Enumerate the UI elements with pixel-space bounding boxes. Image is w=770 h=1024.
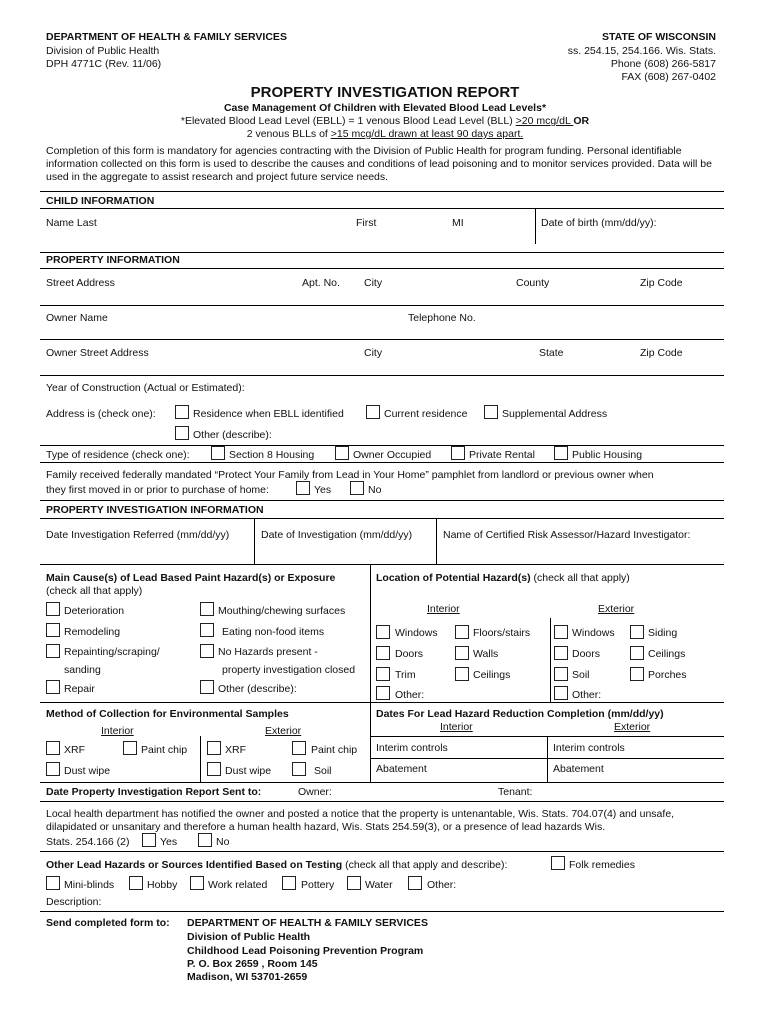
current-residence-label: Current residence	[384, 408, 468, 420]
state-name: STATE OF WISCONSIN	[602, 31, 716, 43]
notice-yes-label: Yes	[160, 836, 178, 848]
fax: FAX (608) 267-0402	[621, 71, 716, 83]
ext-ceilings-label: Ceilings	[648, 648, 686, 660]
other-describe-checkbox[interactable]	[175, 426, 189, 440]
int-doors-checkbox[interactable]	[376, 646, 390, 660]
supplemental-checkbox[interactable]	[484, 405, 498, 419]
ext-other-checkbox[interactable]	[554, 686, 568, 700]
supplemental-label: Supplemental Address	[502, 408, 608, 420]
telephone[interactable]: Telephone No.	[408, 312, 476, 324]
type-residence-label: Type of residence (check one):	[46, 449, 190, 461]
location-exterior: Exterior	[598, 603, 635, 615]
int-trim-label: Trim	[395, 669, 416, 681]
ext-doors-label: Doors	[572, 648, 601, 660]
mouthing-label: Mouthing/chewing surfaces	[218, 605, 346, 617]
water-checkbox[interactable]	[347, 876, 361, 890]
siding-label: Siding	[648, 627, 678, 639]
miniblinds-checkbox[interactable]	[46, 876, 60, 890]
remodeling-label: Remodeling	[64, 626, 121, 638]
pamphlet-yes-label: Yes	[314, 484, 332, 496]
int-floors-label: Floors/stairs	[473, 627, 531, 639]
int-dust-wipe-checkbox[interactable]	[46, 762, 60, 776]
remodeling-checkbox[interactable]	[46, 623, 60, 637]
method-interior: Interior	[101, 725, 134, 737]
miniblinds-label: Mini-blinds	[64, 879, 115, 891]
ext-paint-chip-label: Paint chip	[311, 744, 358, 756]
section8-checkbox[interactable]	[211, 446, 225, 460]
apt-no[interactable]: Apt. No.	[302, 277, 340, 289]
property-heading: PROPERTY INFORMATION	[46, 254, 180, 266]
siding-checkbox[interactable]	[630, 625, 644, 639]
folk-remedies-checkbox[interactable]	[551, 856, 565, 870]
int-other-label: Other:	[395, 689, 425, 701]
dates-exterior: Exterior	[614, 721, 651, 733]
child-dob[interactable]: Date of birth (mm/dd/yy):	[541, 217, 657, 229]
deterioration-checkbox[interactable]	[46, 602, 60, 616]
causes-heading: Main Cause(s) of Lead Based Paint Hazard(s) or Exposure	[46, 572, 336, 584]
owner-occupied-checkbox[interactable]	[335, 446, 349, 460]
int-walls-checkbox[interactable]	[455, 646, 469, 660]
int-walls-label: Walls	[473, 648, 499, 660]
owner-zip[interactable]: Zip Code	[640, 347, 683, 359]
causes-other-checkbox[interactable]	[200, 680, 214, 694]
public-housing-checkbox[interactable]	[554, 446, 568, 460]
ext-interim-controls[interactable]: Interim controls	[553, 742, 625, 754]
sent-owner[interactable]: Owner:	[298, 786, 332, 798]
folk-remedies-label: Folk remedies	[569, 859, 635, 871]
child-mi[interactable]: MI	[452, 217, 464, 229]
page-title: PROPERTY INVESTIGATION REPORT	[250, 84, 520, 101]
dept-name: DEPARTMENT OF HEALTH & FAMILY SERVICES	[46, 31, 287, 43]
ext-doors-checkbox[interactable]	[554, 646, 568, 660]
send-line-3: Childhood Lead Poisoning Prevention Program	[187, 945, 424, 957]
report-sent-label: Date Property Investigation Report Sent to:	[46, 786, 262, 798]
ext-dust-wipe-label: Dust wipe	[225, 765, 272, 777]
owner-city[interactable]: City	[364, 347, 383, 359]
water-label: Water	[365, 879, 393, 891]
ext-windows-label: Windows	[572, 627, 615, 639]
int-interim-controls[interactable]: Interim controls	[376, 742, 448, 754]
date-investigation[interactable]: Date of Investigation (mm/dd/yy)	[261, 529, 413, 541]
other-hazard-checkbox[interactable]	[408, 876, 422, 890]
investigation-heading: PROPERTY INVESTIGATION INFORMATION	[46, 504, 264, 516]
location-interior: Interior	[427, 603, 460, 615]
int-doors-label: Doors	[395, 648, 424, 660]
sent-tenant[interactable]: Tenant:	[498, 786, 533, 798]
int-windows-checkbox[interactable]	[376, 625, 390, 639]
int-trim-checkbox[interactable]	[376, 667, 390, 681]
residence-ebll-label: Residence when EBLL identified	[193, 408, 344, 420]
ext-ceilings-checkbox[interactable]	[630, 646, 644, 660]
int-ceilings-label: Ceilings	[473, 669, 511, 681]
other-hazards-heading: Other Lead Hazards or Sources Identified Based on Testing (check all that apply and describe):	[46, 859, 508, 871]
child-name-last[interactable]: Name Last	[46, 217, 97, 229]
private-rental-checkbox[interactable]	[451, 446, 465, 460]
method-heading: Method of Collection for Environmental Samples	[46, 708, 289, 720]
causes-sub: (check all that apply)	[46, 585, 143, 597]
work-related-checkbox[interactable]	[190, 876, 204, 890]
ext-paint-chip-checkbox[interactable]	[292, 741, 306, 755]
form-number: DPH 4771C (Rev. 11/06)	[46, 58, 162, 70]
other-hazard-label: Other:	[427, 879, 457, 891]
ext-soil-label: Soil	[314, 765, 332, 777]
child-heading: CHILD INFORMATION	[46, 195, 155, 207]
notice-no-label: No	[216, 836, 230, 848]
send-line-2: Division of Public Health	[187, 931, 311, 943]
hobby-label: Hobby	[147, 879, 178, 891]
address-is-label: Address is (check one):	[46, 408, 156, 420]
pamphlet-no-label: No	[368, 484, 382, 496]
notice-statute: Stats. 254.166 (2)	[46, 836, 130, 848]
send-to-label: Send completed form to:	[46, 917, 170, 929]
closed-label: property investigation closed	[222, 664, 356, 676]
no-hazards-checkbox[interactable]	[200, 644, 214, 658]
pottery-checkbox[interactable]	[282, 876, 296, 890]
phone: Phone (608) 266-5817	[610, 58, 716, 70]
pamphlet-text: Family received federally mandated “Protect Your Family from Lead in Your Home” pamphlet from landlord or previous owner when	[46, 469, 654, 481]
mouthing-checkbox[interactable]	[200, 602, 214, 616]
ebll-definition-2: 2 venous BLLs of >15 mcg/dL drawn at least 90 days apart.	[246, 128, 524, 140]
street-address[interactable]: Street Address	[46, 277, 115, 289]
owner-state[interactable]: State	[539, 347, 564, 359]
repair-label: Repair	[64, 683, 95, 695]
assessor-name[interactable]: Name of Certified Risk Assessor/Hazard Investigator:	[443, 529, 691, 541]
public-housing-label: Public Housing	[572, 449, 643, 461]
pottery-label: Pottery	[301, 879, 335, 891]
pamphlet-yes-checkbox[interactable]	[296, 481, 310, 495]
ebll-definition: *Elevated Blood Lead Level (EBLL) = 1 venous Blood Lead Level (BLL) >20 mcg/dL OR	[180, 115, 590, 127]
date-referred[interactable]: Date Investigation Referred (mm/dd/yy)	[46, 529, 230, 541]
eating-checkbox[interactable]	[200, 623, 214, 637]
ext-xrf-checkbox[interactable]	[207, 741, 221, 755]
ext-windows-checkbox[interactable]	[554, 625, 568, 639]
pamphlet-text-2: they first moved in or prior to purchase of home:	[46, 484, 269, 496]
int-paint-chip-checkbox[interactable]	[123, 741, 137, 755]
ext-soil-checkbox[interactable]	[292, 762, 306, 776]
send-line-4: P. O. Box 2659 , Room 145	[187, 958, 318, 970]
owner-occupied-label: Owner Occupied	[353, 449, 432, 461]
statutes: ss. 254.15, 254.166. Wis. Stats.	[567, 45, 716, 57]
porches-checkbox[interactable]	[630, 667, 644, 681]
int-abatement[interactable]: Abatement	[376, 763, 427, 775]
child-first[interactable]: First	[356, 217, 377, 229]
current-residence-checkbox[interactable]	[366, 405, 380, 419]
int-ceilings-checkbox[interactable]	[455, 667, 469, 681]
other-describe-label: Other (describe):	[193, 429, 272, 441]
send-line-1: DEPARTMENT OF HEALTH & FAMILY SERVICES	[187, 917, 428, 929]
soil-checkbox[interactable]	[554, 667, 568, 681]
division-name: Division of Public Health	[46, 45, 160, 57]
deterioration-label: Deterioration	[64, 605, 125, 617]
private-rental-label: Private Rental	[469, 449, 535, 461]
no-hazards-label: No Hazards present -	[218, 646, 318, 658]
method-exterior: Exterior	[265, 725, 302, 737]
owner-street[interactable]: Owner Street Address	[46, 347, 149, 359]
notice-no-checkbox[interactable]	[198, 833, 212, 847]
owner-name[interactable]: Owner Name	[46, 312, 108, 324]
ext-dust-wipe-checkbox[interactable]	[207, 762, 221, 776]
porches-label: Porches	[648, 669, 687, 681]
int-floors-checkbox[interactable]	[455, 625, 469, 639]
soil-label: Soil	[572, 669, 590, 681]
dates-interior: Interior	[440, 721, 473, 733]
work-related-label: Work related	[208, 879, 268, 891]
int-windows-label: Windows	[395, 627, 438, 639]
ext-xrf-label: XRF	[225, 744, 246, 756]
int-paint-chip-label: Paint chip	[141, 744, 188, 756]
eating-label: Eating non-food items	[222, 626, 325, 638]
int-xrf-checkbox[interactable]	[46, 741, 60, 755]
hobby-checkbox[interactable]	[129, 876, 143, 890]
repainting-checkbox[interactable]	[46, 644, 60, 658]
residence-ebll-checkbox[interactable]	[175, 405, 189, 419]
causes-other-label: Other (describe):	[218, 683, 297, 695]
int-dust-wipe-label: Dust wipe	[64, 765, 111, 777]
zip-code[interactable]: Zip Code	[640, 277, 683, 289]
repair-checkbox[interactable]	[46, 680, 60, 694]
sanding-label: sanding	[64, 664, 101, 676]
location-heading: Location of Potential Hazard(s) (check all that apply)	[376, 572, 630, 584]
int-other-checkbox[interactable]	[376, 686, 390, 700]
section8-label: Section 8 Housing	[229, 449, 315, 461]
description-label[interactable]: Description:	[46, 896, 102, 908]
subtitle: Case Management Of Children with Elevated Blood Lead Levels*	[223, 102, 547, 114]
send-line-5: Madison, WI 53701-2659	[187, 971, 308, 983]
dates-heading: Dates For Lead Hazard Reduction Completion (mm/dd/yy)	[376, 708, 664, 720]
intro-text: Completion of this form is mandatory for agencies contracting with the Division of Public Health for program funding. Personal identifiable information collected on this form is used to describe the causes and conditions of lead poisoning and to monitor services provided. Data will be used in the aggregate to assist research and project future service needs.	[46, 145, 712, 184]
county[interactable]: County	[516, 277, 550, 289]
city[interactable]: City	[364, 277, 383, 289]
ext-abatement[interactable]: Abatement	[553, 763, 604, 775]
notice-text: Local health department has notified the owner and posted a notice that the property is untenantable, Wis. Stats. 704.07(4) and unsafe, dilapidated or unsanitary and therefore a human health hazard, Wis. Stats 254.59(3), or a presence of lead hazards Wis.	[46, 808, 675, 834]
year-construction[interactable]: Year of Construction (Actual or Estimated):	[46, 382, 245, 394]
pamphlet-no-checkbox[interactable]	[350, 481, 364, 495]
notice-yes-checkbox[interactable]	[142, 833, 156, 847]
repainting-label: Repainting/scraping/	[64, 646, 160, 658]
int-xrf-label: XRF	[64, 744, 85, 756]
ext-other-label: Other:	[572, 689, 602, 701]
